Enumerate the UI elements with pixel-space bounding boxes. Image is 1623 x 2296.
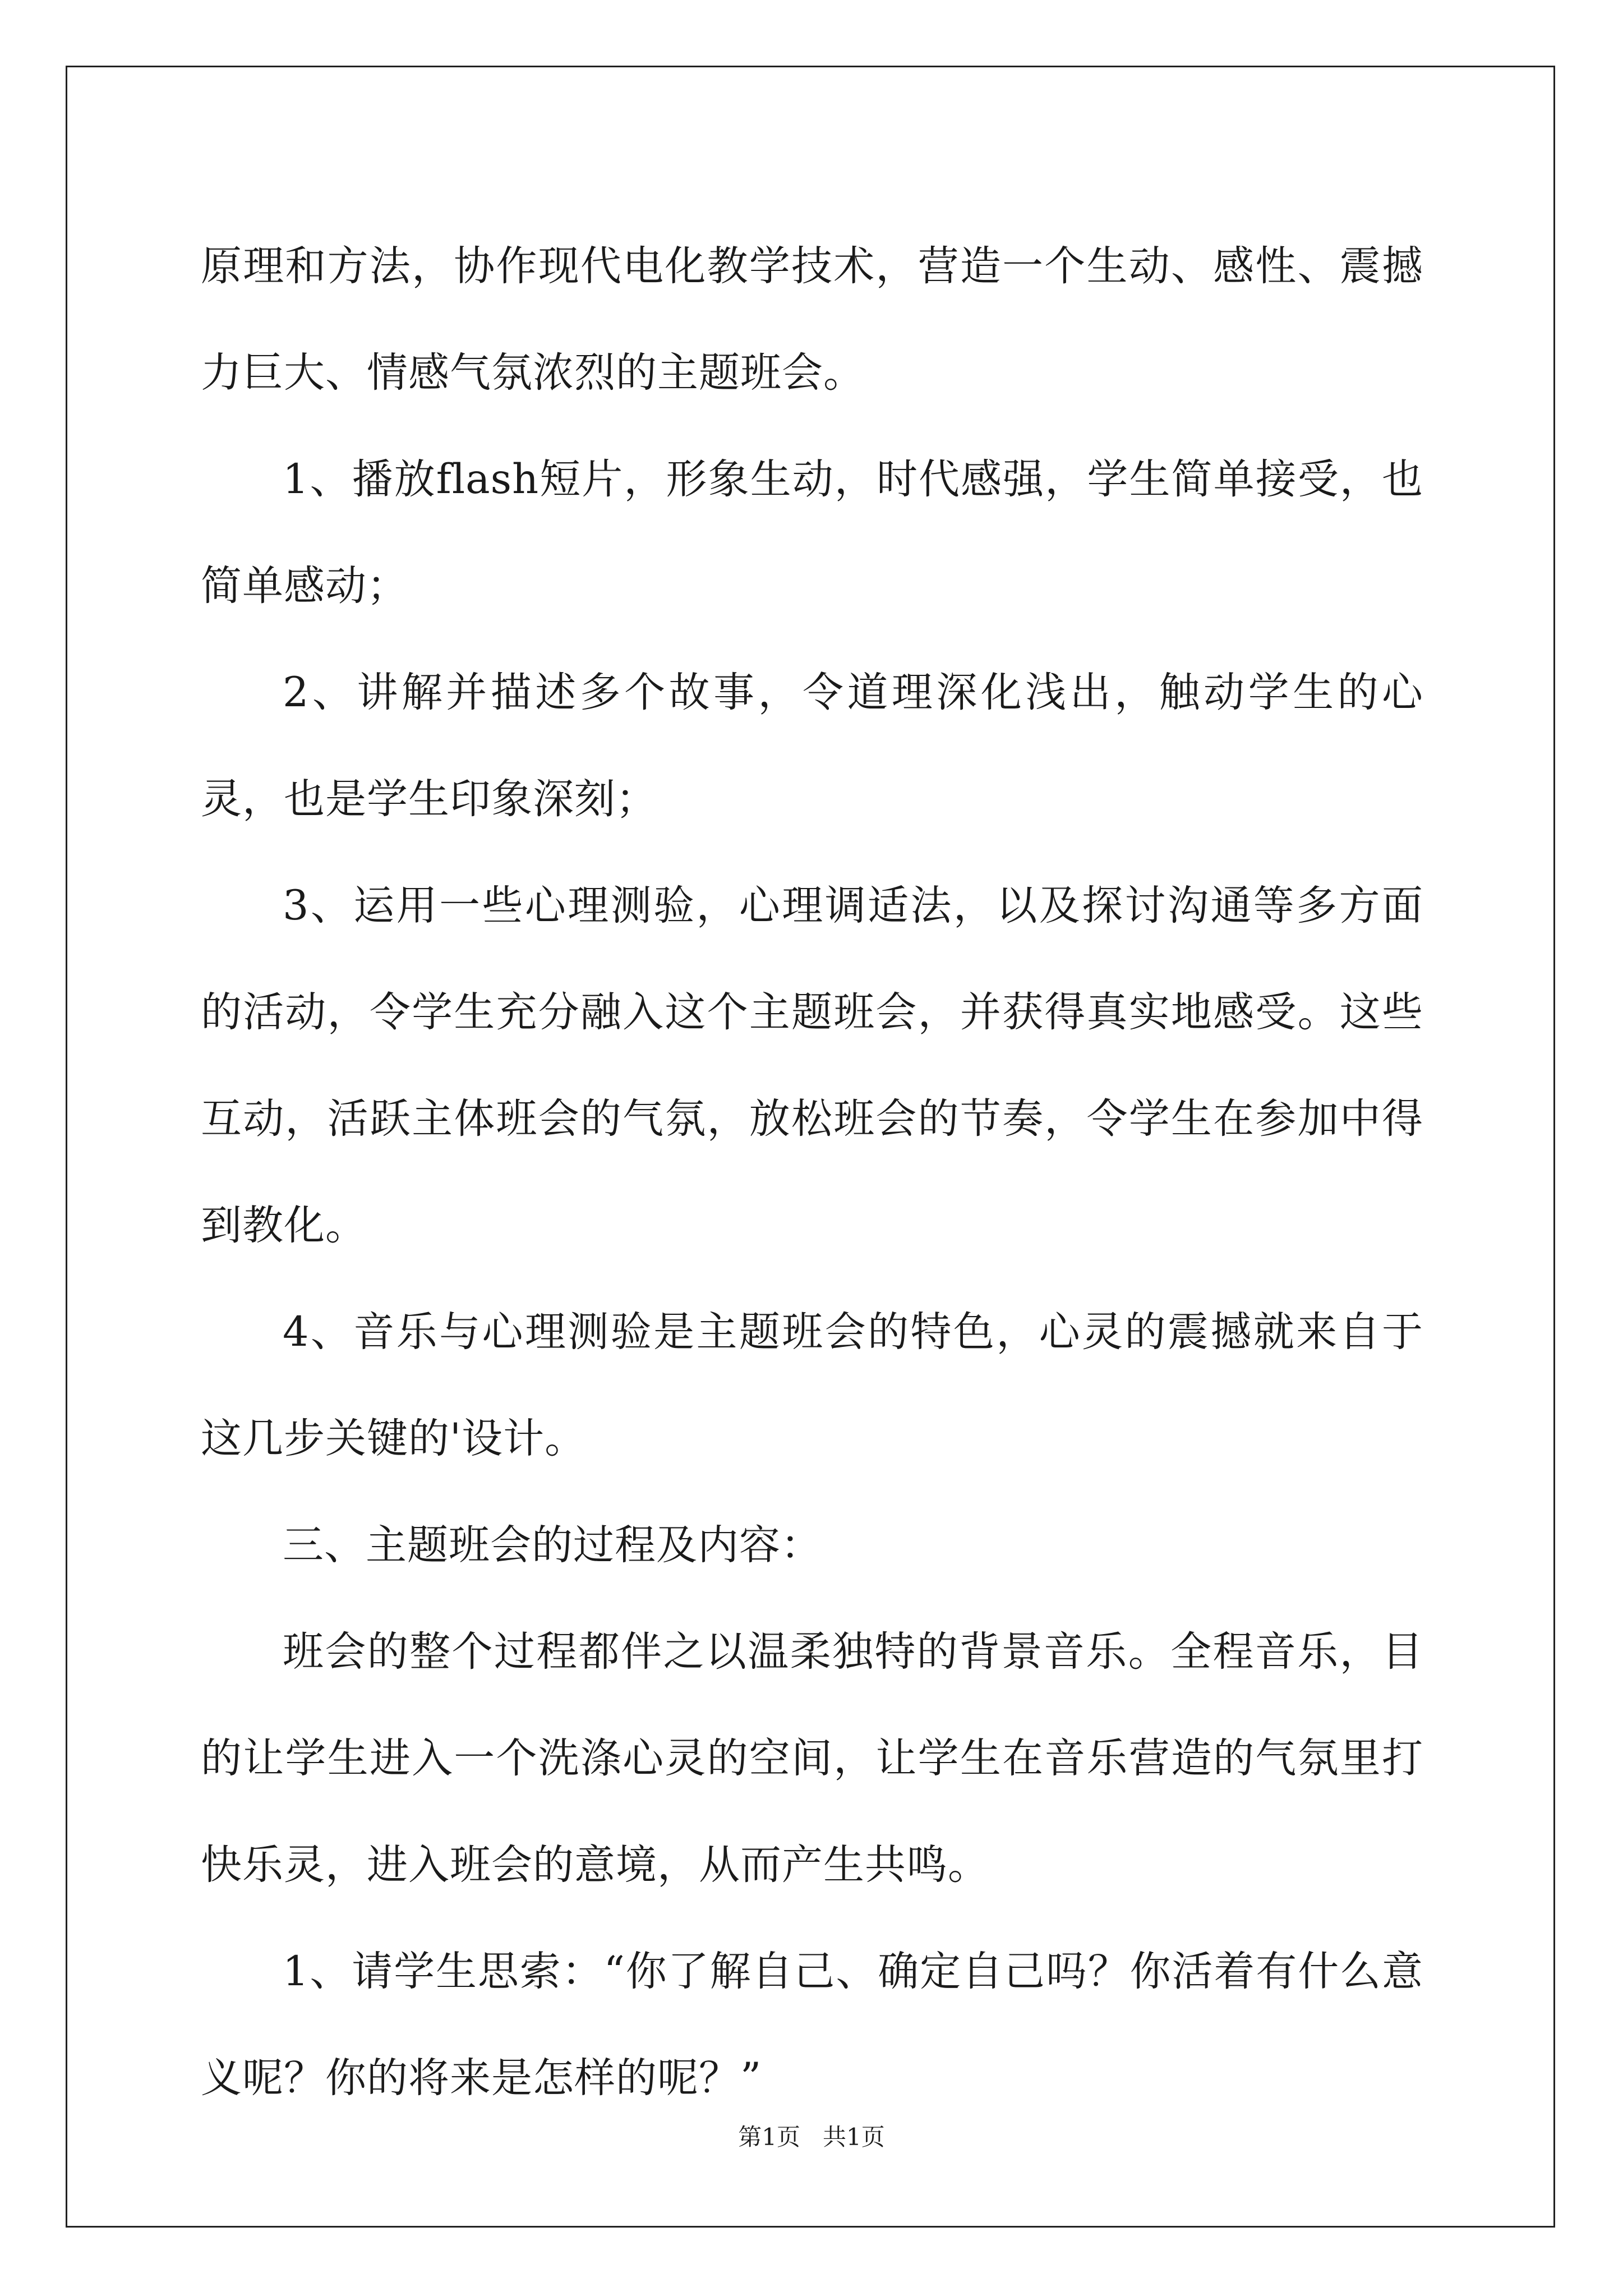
paragraph: 3、运用一些心理测验，心理调适法，以及探讨沟通等多方面的活动，令学生充分融入这个主题班会，并获得真实地感受。这些互动，活跃主体班会的气氛，放松班会的节奏，令学生在参加中得到教化。 xyxy=(201,882,1423,1249)
paragraph: 原理和方法，协作现代电化教学技术，营造一个生动、感性、震撼力巨大、情感气氛浓烈的主题班会。 xyxy=(201,242,1423,397)
page-footer xyxy=(0,2120,1623,2154)
paragraph: 4、音乐与心理测验是主题班会的特色，心灵的震撼就来自于这几步关键的'设计。 xyxy=(201,1308,1423,1462)
paragraph: 1、请学生思索：“你了解自己、确定自己吗？你活着有什么意义呢？你的将来是怎样的呢？” xyxy=(201,1948,1423,2102)
page-total: 共1页 xyxy=(823,2123,885,2151)
paragraph: 1、播放flash短片，形象生动，时代感强，学生简单接受，也简单感动； xyxy=(201,455,1423,610)
paragraph: 2、讲解并描述多个故事，令道理深化浅出，触动学生的心灵，也是学生印象深刻； xyxy=(201,669,1423,823)
document-body xyxy=(201,213,1423,2132)
paragraph: 班会的整个过程都伴之以温柔独特的背景音乐。全程音乐，目的让学生进入一个洗涤心灵的空间，让学生在音乐营造的气氛里打快乐灵，进入班会的意境，从而产生共鸣。 xyxy=(201,1628,1423,1889)
page-number: 第1页 xyxy=(738,2123,800,2151)
paragraph: 三、主题班会的过程及内容： xyxy=(283,1521,822,1569)
